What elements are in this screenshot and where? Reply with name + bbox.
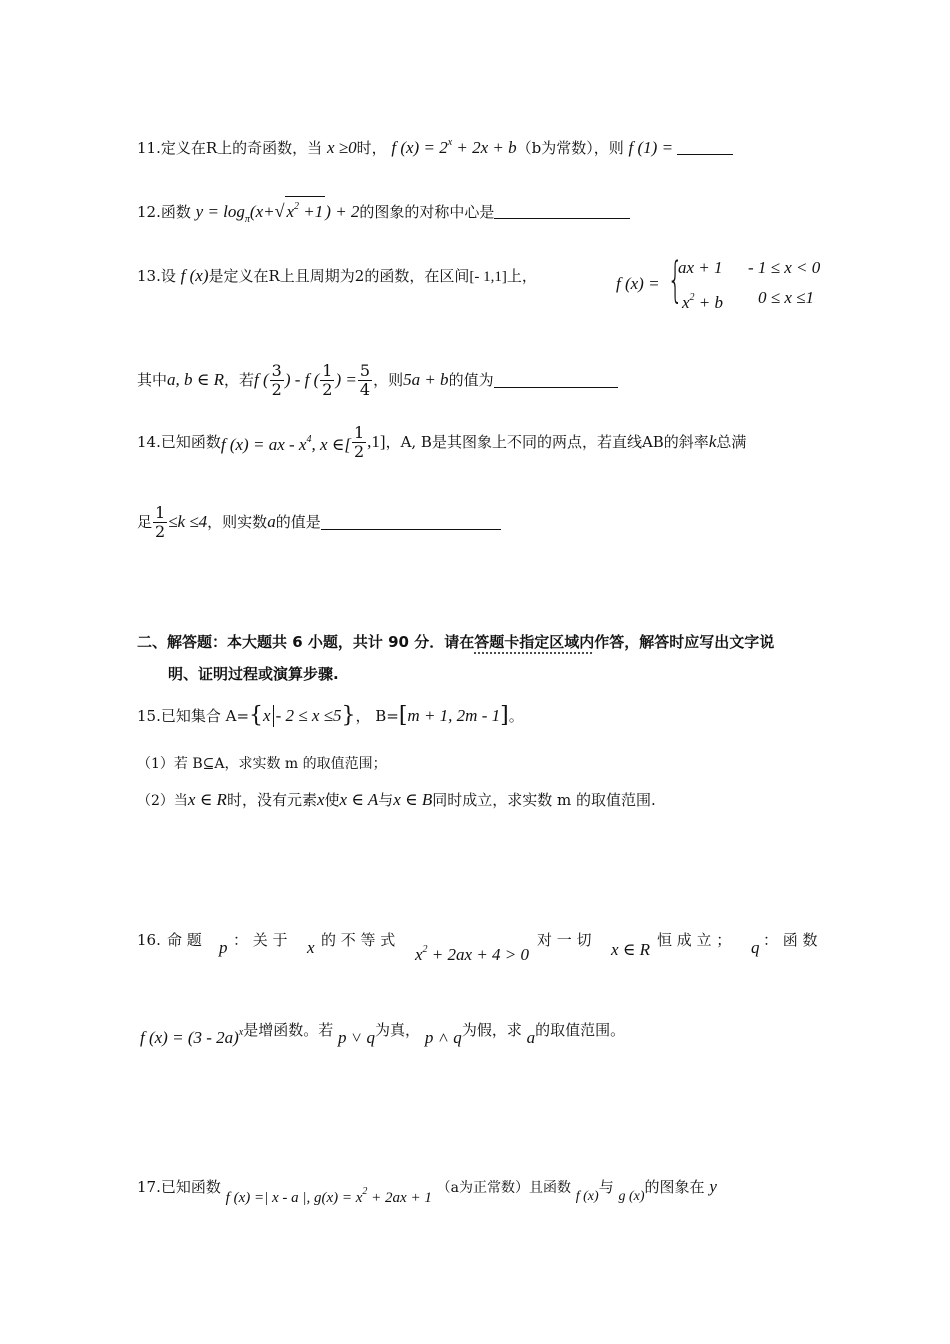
question-text: 的取值范围。 bbox=[535, 1021, 626, 1039]
question-text: 其中 bbox=[137, 371, 168, 389]
question-text: 。 bbox=[508, 707, 524, 725]
f-expr: f ( bbox=[254, 370, 269, 389]
interval: [- 1,1] bbox=[469, 269, 507, 285]
piecewise-lhs: f (x) = bbox=[616, 274, 660, 293]
fraction: $\frac{1}{2}$ bbox=[322, 360, 333, 399]
question-number: 13. bbox=[137, 267, 161, 285]
section-2-heading-cont: 明、证明过程或演算步骤. bbox=[168, 665, 339, 683]
answer-blank bbox=[321, 515, 501, 530]
question-number: 14. bbox=[137, 433, 161, 451]
question-13 bbox=[137, 266, 537, 287]
var-a: a bbox=[526, 1028, 536, 1047]
question-17 bbox=[137, 1172, 717, 1206]
fraction: $\frac{3}{2}$ bbox=[271, 360, 282, 399]
question-text: ，则实数 bbox=[207, 513, 268, 531]
equals: ) = bbox=[335, 370, 357, 389]
domain: x ∈ R bbox=[611, 940, 651, 959]
fraction: $\frac{1}{2}$ bbox=[155, 502, 166, 541]
fraction: $\frac{1}{2}$ bbox=[353, 422, 365, 461]
set-a-cond: - 2 ≤ x ≤5 bbox=[275, 706, 342, 725]
question-text: （a为正常数）且函数 bbox=[436, 1180, 571, 1196]
question-13-cont bbox=[137, 360, 618, 400]
question-text: ： 函 数 bbox=[763, 931, 818, 949]
question-14-cont bbox=[137, 500, 501, 544]
section-2-heading: 二、解答题：本大题共 6 小题，共计 90 分．请在答题卡指定区域内作答，解答时应写出文字说 bbox=[137, 633, 775, 651]
question-text: 总满 bbox=[716, 433, 747, 451]
question-14 bbox=[137, 420, 746, 464]
fraction: $\frac{5}{4}$ bbox=[359, 360, 371, 399]
answer-blank bbox=[494, 204, 630, 219]
question-text: 的 不 等 式 bbox=[321, 931, 396, 949]
question-text: ： 关 于 bbox=[233, 931, 288, 949]
question-text: 定义在R上的奇函数，当 bbox=[160, 139, 323, 157]
brace: { bbox=[667, 252, 683, 308]
question-text: （b为常数），则 bbox=[516, 139, 624, 157]
answer-blank bbox=[677, 140, 733, 155]
question-15-part-1: （1）若 B⊆A，求实数 m 的取值范围； bbox=[137, 756, 387, 772]
function-f: f (x) bbox=[575, 1189, 599, 1204]
case-2-condition: 0 ≤ x ≤1 bbox=[758, 288, 814, 307]
question-text: 设 bbox=[160, 267, 176, 285]
question-11 bbox=[137, 133, 733, 158]
question-text: 的图象在 bbox=[644, 1178, 705, 1196]
question-text: 的值为 bbox=[448, 371, 494, 389]
question-text: 为假，求 bbox=[461, 1021, 522, 1039]
var-x: x bbox=[307, 938, 315, 957]
interval-end: ,1] bbox=[367, 432, 386, 451]
question-text: 命 题 bbox=[167, 931, 202, 949]
question-text: 足 bbox=[137, 513, 153, 531]
question-text: 时， bbox=[356, 139, 387, 157]
question-15-part-2: （2）当x ∈ R时，没有元素x使x ∈ A与x ∈ B同时成立，求实数 m 的取值范围. bbox=[137, 790, 656, 809]
function-expr: f (x) = ax - $x^4$, x ∈[ bbox=[220, 433, 351, 454]
slope-var: k bbox=[708, 432, 717, 451]
question-text: 恒 成 立 ； bbox=[657, 931, 732, 949]
function-g: g (x) bbox=[618, 1189, 645, 1204]
target-expr: 5a + b bbox=[403, 370, 449, 389]
proposition-q: q bbox=[751, 938, 760, 957]
case-2: $x^2 + b$ bbox=[682, 292, 724, 312]
question-text: 与 bbox=[598, 1178, 614, 1196]
function-expr: f (x) =| x - a |, $g(x) = x^2 + 2ax + 1$ bbox=[225, 1186, 432, 1206]
conjunction: p ˄ q bbox=[424, 1028, 462, 1047]
case-1-condition: - 1 ≤ x < 0 bbox=[748, 258, 821, 277]
question-16 bbox=[137, 930, 827, 964]
f-expr: ) - f ( bbox=[284, 370, 320, 389]
question-text: 上， bbox=[506, 267, 537, 285]
condition: x ≥0 bbox=[326, 138, 357, 157]
question-number: 17. bbox=[137, 1178, 161, 1196]
question-text: ，A, B是其图象上不同的两点，若直线AB的斜率 bbox=[385, 433, 709, 451]
question-number: 12. bbox=[137, 203, 161, 221]
set-a-var: x bbox=[263, 706, 271, 725]
domain-expr: a, b ∈ R bbox=[167, 370, 224, 389]
case-1: ax + 1 bbox=[678, 258, 723, 277]
question-15: 15. 已知集合 A= { x - 2 ≤ x ≤5 } ， B= [ m + 1, 2m - 1 ] 。 bbox=[137, 703, 524, 728]
question-text: 对 一 切 bbox=[537, 931, 592, 949]
question-text: ，若 bbox=[223, 371, 254, 389]
question-text: ， B= bbox=[355, 707, 399, 725]
inequality: ≤k ≤4 bbox=[168, 512, 208, 531]
question-text: 的值是 bbox=[275, 513, 321, 531]
function-name: f (x) bbox=[180, 266, 209, 285]
question-number: 16. bbox=[137, 931, 161, 949]
set-b: m + 1, 2m - 1 bbox=[407, 706, 501, 725]
question-text: 已知集合 A= bbox=[160, 707, 250, 725]
question-text: ，则 bbox=[373, 371, 404, 389]
question-number: 15. bbox=[137, 707, 161, 725]
question-number: 11. bbox=[137, 139, 161, 157]
question-text: 已知函数 bbox=[160, 1178, 221, 1196]
question-12 bbox=[137, 196, 630, 230]
question-text: 是定义在R上且周期为2的函数，在区间 bbox=[208, 267, 470, 285]
answer-blank bbox=[494, 373, 618, 388]
inequality: $x^2 + 2ax + 4 > 0$ bbox=[415, 944, 530, 964]
question-text: 已知函数 bbox=[160, 433, 221, 451]
function-expr: f $(x) = 2^x + 2x + b$ bbox=[391, 137, 517, 157]
question-text: 是增函数。若 bbox=[243, 1021, 334, 1039]
question-text: 函数 bbox=[160, 203, 191, 221]
function-expr: $y = \log_\pi(x+√$ $x^2 +1$ ) + 2 bbox=[196, 202, 360, 221]
var-a: a bbox=[267, 512, 276, 531]
question-16-cont bbox=[140, 1015, 626, 1047]
disjunction: p ˅ q bbox=[338, 1028, 376, 1047]
var-y: y bbox=[709, 1177, 717, 1196]
question-text: 的图象的对称中心是 bbox=[359, 203, 495, 221]
function-expr: f (x) = (3 - 2a)$^x$ bbox=[140, 1027, 244, 1047]
ask-expr: f (1) = bbox=[628, 138, 678, 157]
proposition-p: p bbox=[219, 938, 228, 957]
question-text: 为真， bbox=[375, 1021, 421, 1039]
